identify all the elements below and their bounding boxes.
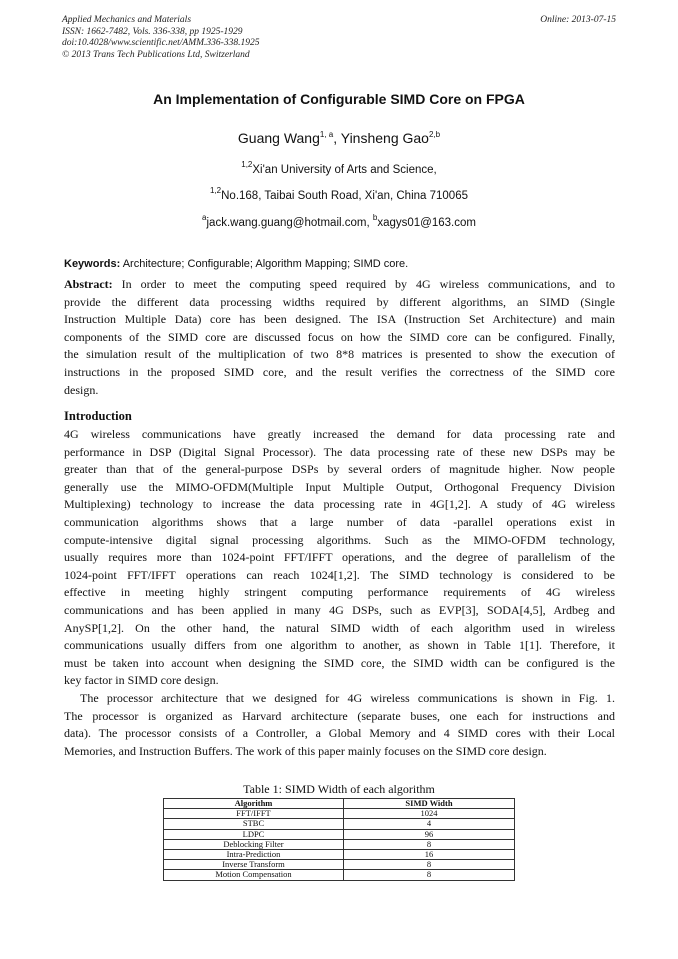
intro-line: generally use the MIMO-OFDM(Multiple Input Multiple Output, Orthogonal Frequency Division xyxy=(64,479,615,494)
algorithm-cell: STBC xyxy=(164,819,344,829)
abstract xyxy=(64,276,615,399)
width-cell: 8 xyxy=(344,839,515,849)
paper-title: An Implementation of Configurable SIMD Core on FPGA xyxy=(153,91,525,107)
intro-line: compute-intensive digital signal processing algorithms. Such as the MIMO-OFDM technology, xyxy=(64,532,615,547)
keywords xyxy=(64,258,616,270)
width-cell: 8 xyxy=(344,870,515,880)
intro-line: 4G wireless communications have greatly increased the demand for data processing rate and xyxy=(64,427,615,441)
intro-line: The processor architecture that we designed for 4G wireless communications is shown in Fig. 1. xyxy=(80,690,615,705)
simd-width-table xyxy=(163,798,515,881)
abstract-label: Abstract: xyxy=(64,277,113,291)
algorithm-cell: LDPC xyxy=(164,829,344,839)
table-row xyxy=(164,870,515,880)
intro-line: greater than that of the general-purpose DSPs by several orders of magnitude higher. Now people xyxy=(64,462,615,477)
running-header xyxy=(62,15,618,61)
table-row xyxy=(164,849,515,859)
email-b-sup: b xyxy=(372,213,378,222)
table-caption: Table 1: SIMD Width of each algorithm xyxy=(243,782,435,796)
issn-line: ISSN: 1662-7482, Vols. 336-338, pp 1925-1929 xyxy=(62,26,243,37)
intro-line: The processor is organized as Harvard architecture (separate buses, one each for instructions and xyxy=(64,708,615,723)
email-b: xagys01@163.com xyxy=(377,217,476,229)
width-cell: 1024 xyxy=(344,809,515,819)
table-row xyxy=(164,819,515,829)
aff-1-sup: 1,2 xyxy=(241,160,253,169)
intro-line: communications and has been applied in many 4G DSPs, such as EVP[3], SODA[4,5], Ardbeg and xyxy=(64,602,615,617)
intro-line: performance in DSP (Digital Signal Processor). The data processing rate of these new DSPs may be xyxy=(64,444,615,459)
header-algorithm: Algorithm xyxy=(164,799,344,809)
abstract-line: components of the SIMD core are discussed focus on how the SIMD core can be configured. Finally, xyxy=(64,329,615,344)
intro-line: AnySP[1,2]. On the other hand, the natural SIMD width of each algorithm used in wireless xyxy=(64,620,615,635)
intro-line: must be taken into account when designing the SIMD core, the SIMD width can be configured is the xyxy=(64,655,615,670)
author-2: Yinsheng Gao xyxy=(340,130,429,146)
algorithm-cell: FFT/IFFT xyxy=(164,809,344,819)
author-1: Guang Wang xyxy=(237,130,320,146)
algorithm-cell: Inverse Transform xyxy=(164,860,344,870)
author-sep: , xyxy=(333,130,341,146)
author-line xyxy=(0,130,678,146)
width-cell: 8 xyxy=(344,860,515,870)
intro-line: communications usually differs from one algorithm to another, as shown in Table 1[1]. Therefore, it xyxy=(64,638,615,653)
table-row xyxy=(164,860,515,870)
doi-line: doi:10.4028/www.scientific.net/AMM.336-338.1925 xyxy=(62,38,260,48)
abstract-line: Abstract: In order to meet the computing speed required by 4G wireless communications, and to xyxy=(64,277,615,291)
affiliation-1 xyxy=(0,160,678,176)
abstract-line: provide the different data processing widths required by different algorithms, an SIMD (Single xyxy=(64,294,615,309)
keywords-text: Architecture; Configurable; Algorithm Mapping; SIMD core. xyxy=(120,258,409,270)
copyright-line: © 2013 Trans Tech Publications Ltd, Switzerland xyxy=(62,49,250,60)
header-simd-width: SIMD Width xyxy=(344,799,515,809)
author-2-sup: 2,b xyxy=(428,130,441,139)
width-cell: 96 xyxy=(344,829,515,839)
table-row xyxy=(164,829,515,839)
abstract-line: Instruction Multiple Data) core has been designed. The ISA (Instruction Set Architecture) and main xyxy=(64,312,615,327)
journal-name: Applied Mechanics and Materials xyxy=(62,15,192,25)
aff-1-text: Xi'an University of Arts and Science, xyxy=(252,164,437,176)
intro-line: key factor in SIMD core design. xyxy=(64,673,219,688)
email-a-sup: a xyxy=(202,213,207,222)
intro-line: data). The processor consists of a Controller, a Global Memory and 4 SIMD cores with their Local xyxy=(64,726,615,741)
keywords-label: Keywords: xyxy=(64,258,121,270)
affiliation-2 xyxy=(0,186,678,202)
algorithm-cell: Intra-Prediction xyxy=(164,849,344,859)
abstract-line: instructions in the proposed SIMD core, and the result verifies the correctness of the SIMD core xyxy=(64,364,615,379)
aff-2-sup: 1,2 xyxy=(210,186,222,195)
width-cell: 4 xyxy=(344,819,515,829)
abstract-line: the simulation result of the multiplication of two 8*8 matrices is presented to show the execution of xyxy=(64,347,615,362)
email-line xyxy=(0,213,678,229)
table-header-row xyxy=(164,799,515,809)
online-date: Online: 2013-07-15 xyxy=(540,15,616,25)
introduction-body xyxy=(64,426,615,760)
algorithm-cell: Deblocking Filter xyxy=(164,839,344,849)
intro-line: communication algorithms shows that a large number of data -parallel operations exist in xyxy=(64,514,615,529)
intro-line: usually requires more than 1024-point FFT/IFFT operations, and the degree of parallelism of the xyxy=(64,550,615,565)
intro-line: Multiplexing) technology to increase the data processing rate in 4G[1,2]. A study of 4G wireless xyxy=(64,497,615,512)
email-a: jack.wang.guang@hotmail.com, xyxy=(206,217,373,229)
table-row xyxy=(164,839,515,849)
width-cell: 16 xyxy=(344,849,515,859)
intro-line: 1024-point FFT/IFFT operations can reach 1024[1,2]. The SIMD technology is considered to be xyxy=(64,567,615,582)
aff-2-text: No.168, Taibai South Road, Xi'an, China 710065 xyxy=(221,190,468,202)
intro-line: Memories, and Instruction Buffers. The work of this paper mainly focuses on the SIMD core design. xyxy=(64,743,547,758)
abstract-line: design. xyxy=(64,382,99,397)
table-row xyxy=(164,809,515,819)
author-1-sup: 1, a xyxy=(319,130,334,139)
algorithm-cell: Motion Compensation xyxy=(164,870,344,880)
introduction-heading: Introduction xyxy=(64,409,132,423)
intro-line: effective in meeting highly stringent computing performance requirements of 4G wireless xyxy=(64,585,615,600)
